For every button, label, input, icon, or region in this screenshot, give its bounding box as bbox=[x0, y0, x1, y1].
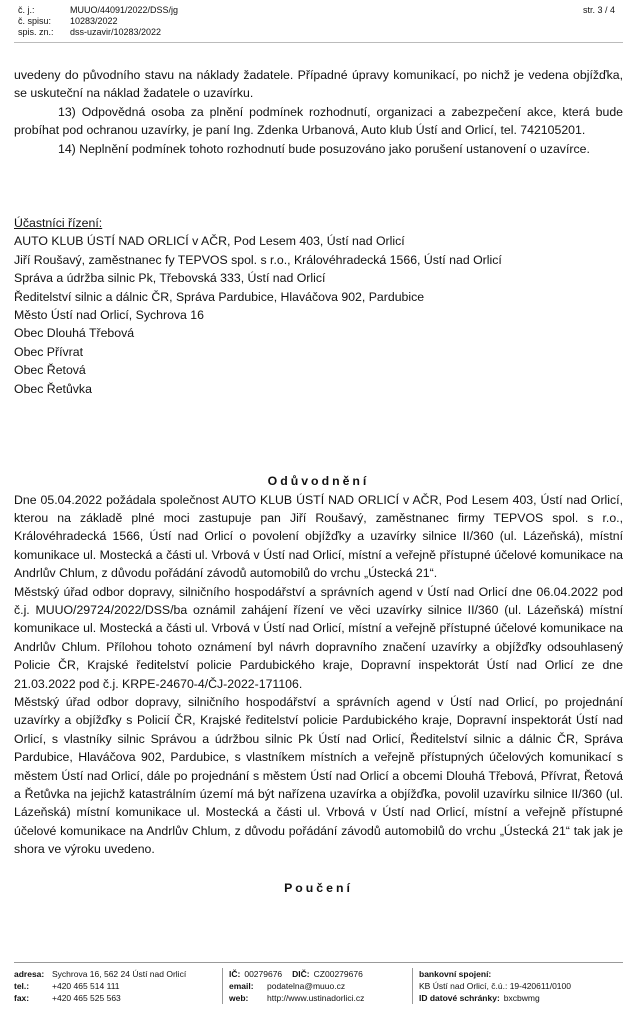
header-divider bbox=[14, 42, 623, 43]
participants-title: Účastníci řízení: bbox=[14, 216, 103, 231]
participant-item: Obec Řetůvka bbox=[14, 381, 92, 396]
bank-value: KB Ústí nad Orlicí, č.ú.: 19-420611/0100 bbox=[419, 981, 571, 991]
participant-item: Ředitelství silnic a dálnic ČR, Správa Pardubice, Hlaváčova 902, Pardubice bbox=[14, 289, 425, 304]
ic-label: IČ: bbox=[229, 969, 241, 979]
dic-label: DIČ: bbox=[292, 969, 310, 979]
paragraph-continuation: uvedeny do původního stavu na náklady žadatele. Případné úpravy komunikací, po nichž je vedena objížďka, se uskuteční na náklad žadatele o uzavírku. bbox=[14, 68, 623, 101]
address-value: Sychrova 16, 562 24 Ústí nad Orlicí bbox=[52, 969, 187, 979]
case-number-row bbox=[18, 5, 178, 16]
web-label: web: bbox=[229, 993, 249, 1003]
participant-item: Město Ústí nad Orlicí, Sychrova 16 bbox=[14, 308, 204, 323]
reasoning-paragraph-2: Městský úřad odbor dopravy, silničního hospodářství a správních agend v Ústí nad Orlicí dne 06.04.2022 pod č.j. MUUO/29724/2022/DSS/ba oznámil zahájení řízení ve věci uzavírky silnice II/360 (ul. Lázeňská) místní komunikace ul. Mostecká a části ul. Vrbová v Ústí nad Orlicí, místní a veřejně přístupné účelové komunikace na Andrlův Chlum. Přílohou tohoto oznámení byl návrh dopravního značení uzavírky a objížďky odsouhlasený Policie ČR, Krajské ředitelství policie Pardubického kraje, Dopravní inspektorát Ústí nad Orlicí ze dne 21.03.2022 pod č.j. KRPE-24670-4/ČJ-2022-171106. bbox=[14, 584, 623, 691]
case-number-label: č. j.: bbox=[18, 5, 35, 15]
participant-item: Jiří Roušavý, zaměstnanec fy TEPVOS spol. s r.o., Královéhradecká 1566, Ústí nad Orlicí bbox=[14, 252, 502, 267]
footer-contact-column bbox=[14, 968, 214, 1004]
participant-item: Obec Přívrat bbox=[14, 344, 84, 359]
page-number: str. 3 / 4 bbox=[582, 5, 615, 15]
tel-value: +420 465 514 111 bbox=[52, 981, 120, 991]
participant-item: AUTO KLUB ÚSTÍ NAD ORLICÍ v AČR, Pod Lesem 403, Ústí nad Orlicí bbox=[14, 234, 405, 249]
paragraph-14: 14) Neplnění podmínek tohoto rozhodnutí bude posuzováno jako porušení ustanovení o uzavírce. bbox=[58, 141, 590, 156]
tel-label: tel.: bbox=[14, 981, 30, 991]
fax-value: +420 465 525 563 bbox=[52, 993, 121, 1003]
address-label: adresa: bbox=[14, 969, 45, 979]
file-mark-label: spis. zn.: bbox=[18, 27, 54, 37]
case-number-value: MUUO/44091/2022/DSS/jg bbox=[70, 5, 179, 15]
file-mark-value: dss-uzavir/10283/2022 bbox=[70, 27, 162, 37]
email-label: email: bbox=[229, 981, 254, 991]
web-value: http://www.ustinadorlici.cz bbox=[267, 993, 365, 1003]
participant-item: Obec Řetová bbox=[14, 363, 86, 378]
dic-value: CZ00279676 bbox=[313, 969, 363, 979]
file-number-row bbox=[18, 16, 178, 27]
fax-label: fax: bbox=[14, 993, 30, 1003]
reasoning-heading: Odůvodnění bbox=[267, 474, 370, 489]
participant-item: Obec Dlouhá Třebová bbox=[14, 326, 135, 341]
data-box-label: ID datové schránky: bbox=[419, 993, 500, 1003]
paragraph-13: 13) Odpovědná osoba za plnění podmínek rozhodnutí, organizaci a zabezpečení akce, která bude probíhat pod ochranou uzavírky, je paní Ing. Zdenka Urbanová, Auto klub Ústí and Orlicí, tel. 742105201. bbox=[14, 104, 623, 138]
document-body bbox=[14, 66, 623, 897]
file-number-label: č. spisu: bbox=[18, 16, 52, 26]
document-header bbox=[18, 5, 178, 38]
participant-item: Správa a údržba silnic Pk, Třebovská 333, Ústí nad Orlicí bbox=[14, 271, 326, 286]
footer-bank-column bbox=[412, 968, 624, 1004]
email-value: podatelna@muuo.cz bbox=[267, 981, 346, 991]
file-number-value: 10283/2022 bbox=[70, 16, 118, 26]
bank-label: bankovní spojení: bbox=[419, 969, 492, 979]
reasoning-paragraph-1: Dne 05.04.2022 požádala společnost AUTO KLUB ÚSTÍ NAD ORLICÍ v AČR, Pod Lesem 403, Ústí nad Orlicí, kterou na základě plné moci zastupuje pan Jiří Roušavý, zaměstnanec firmy TEPVOS spol. s r.o., Královéhradecká 1566, Ústí nad Orlicí o povolení objížďky a uzavírky silnice II/360 (ul. Lázeňská), místní komunikace ul. Mostecká a části ul. Vrbová v Ústí nad Orlicí, místní a veřejně přístupné účelové komunikace na Andrlův Chlum, z důvodu pořádání závodů automobilů do vrchu „Ústecká 21“. bbox=[14, 492, 623, 581]
instruction-heading: Poučení bbox=[284, 880, 353, 895]
reasoning-paragraph-3: Městský úřad odbor dopravy, silničního hospodářství a správních agend v Ústí nad Orlicí, po projednání uzavírky a objížďky s Policií ČR, Krajské ředitelství policie Pardubického kraje, Dopravní inspektorát Ústí nad Orlicí, s vlastníky silnic Správou a údržbou silnic Pk Ústí nad Orlicí, Ředitelství silnic a dálnic ČR, Správa Pardubice, Hlaváčova 902, Pardubice, s vlastníkem místních a veřejně přístupných účelových komunikací s městem Ústí nad Orlicí, dále po projednání s městem Ústí nad Orlicí a obcemi Dlouhá Třebová, Přívrat, Řetová a Řetůvka na jejichž katastrálním území má být nařízena uzavírka a objížďka, povolil uzavírku silnice II/360 (ul. Lázeňská) místní komunikace ul. Mostecká a části ul. Vrbová v Ústí nad Orlicí, místní a veřejně přístupné účelové komunikace na Andrlův Chlum, z důvodu pořádání závodů automobilů do vrchu „Ústecká 21“ tak jak je shora ve výroku uvedeno. bbox=[14, 694, 623, 857]
footer-divider bbox=[14, 962, 623, 963]
file-mark-row bbox=[18, 27, 178, 38]
data-box-value: bxcbwmg bbox=[503, 993, 540, 1003]
ic-value: 00279676 bbox=[244, 969, 283, 979]
footer-identity-column bbox=[222, 968, 419, 1004]
